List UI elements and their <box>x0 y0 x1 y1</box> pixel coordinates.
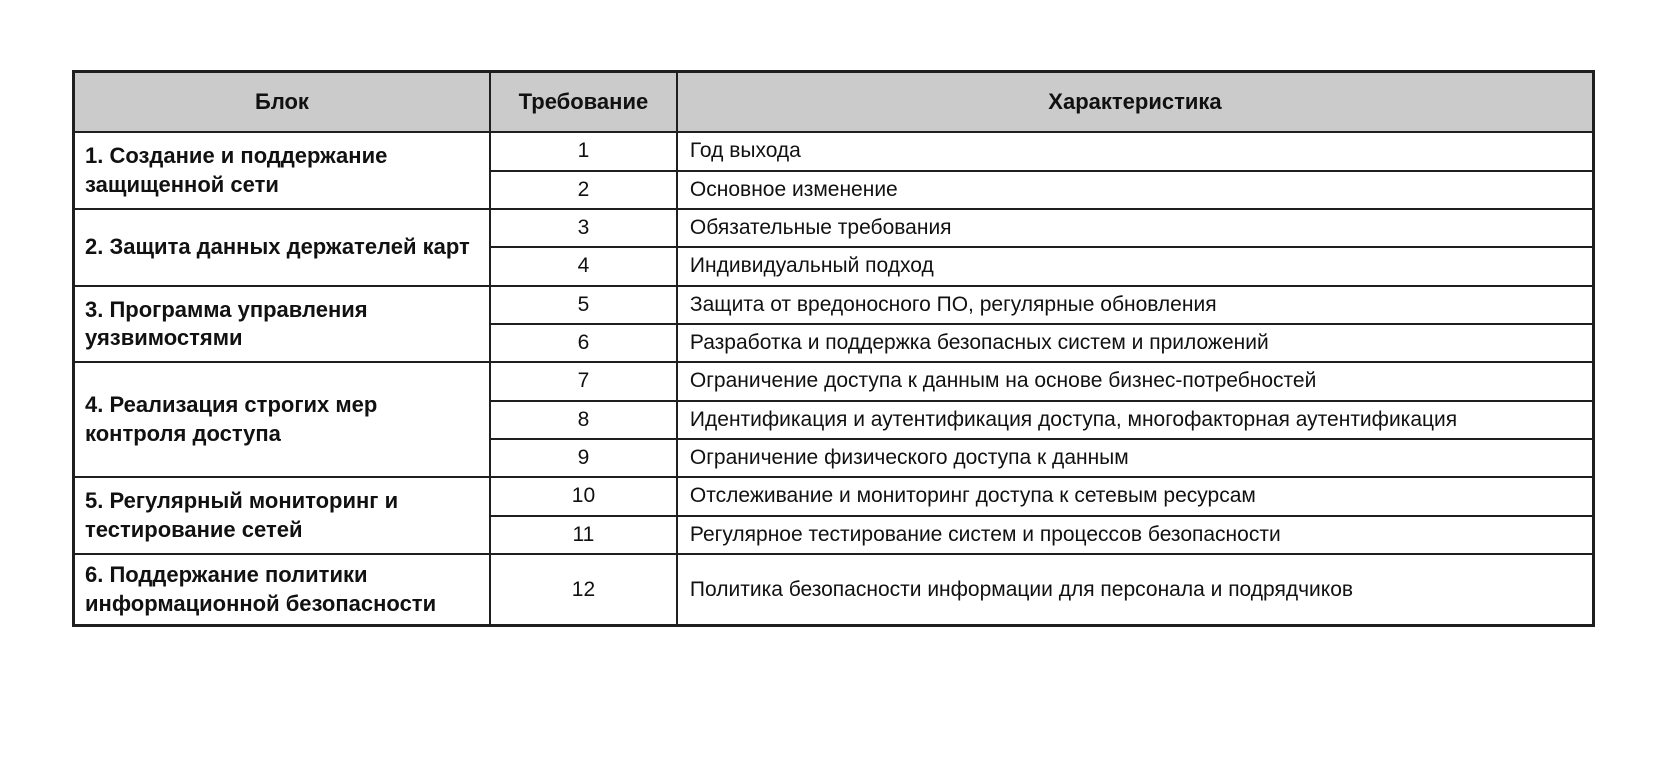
characteristic-text: Отслеживание и мониторинг доступа к сетевым ресурсам <box>689 484 1256 508</box>
requirement-number-cell: 11 <box>490 516 677 554</box>
characteristic-cell <box>677 209 1594 247</box>
requirement-number-cell: 7 <box>490 362 677 400</box>
characteristic-text: Обязательные требования <box>689 216 952 240</box>
characteristic-cell <box>677 324 1594 362</box>
characteristic-text: Регулярное тестирование систем и процессов безопасности <box>689 522 1281 546</box>
characteristic-cell <box>677 554 1594 626</box>
block-cell: 5. Регулярный мониторинг и тестирование сетей <box>74 477 490 554</box>
header-characteristic: Характеристика <box>677 72 1594 133</box>
characteristic-cell <box>677 477 1594 515</box>
requirement-number-cell: 12 <box>490 554 677 626</box>
header-row <box>74 72 1594 133</box>
requirement-number-cell: 9 <box>490 439 677 477</box>
requirement-number-cell: 6 <box>490 324 677 362</box>
requirement-number-cell: 3 <box>490 209 677 247</box>
requirement-number-cell: 4 <box>490 247 677 285</box>
pci-requirements-table <box>72 70 1595 627</box>
table-row <box>74 209 1594 247</box>
table-header <box>74 72 1594 133</box>
characteristic-text: Ограничение доступа к данным на основе бизнес-потребностей <box>689 369 1317 393</box>
block-cell: 6. Поддержание политики информационной безопасности <box>74 554 490 626</box>
block-cell: 4. Реализация строгих мер контроля доступа <box>74 362 490 477</box>
requirement-number-cell: 2 <box>490 171 677 209</box>
characteristic-text: Политика безопасности информации для персонала и подрядчиков <box>689 577 1354 601</box>
characteristic-text: Защита от вредоносного ПО, регулярные обновления <box>689 292 1217 316</box>
characteristic-cell <box>677 132 1594 170</box>
requirement-number-cell: 1 <box>490 132 677 170</box>
characteristic-text: Разработка и поддержка безопасных систем и приложений <box>689 331 1269 355</box>
characteristic-text: Год выхода <box>689 139 801 163</box>
table-row <box>74 362 1594 400</box>
characteristic-cell <box>677 247 1594 285</box>
characteristic-text: Индивидуальный подход <box>689 254 934 278</box>
header-requirement: Требование <box>490 72 677 133</box>
requirement-number-cell: 8 <box>490 401 677 439</box>
characteristic-cell <box>677 401 1594 439</box>
requirement-number-cell: 10 <box>490 477 677 515</box>
table-row <box>74 286 1594 324</box>
characteristic-cell <box>677 362 1594 400</box>
characteristic-text: Ограничение физического доступа к данным <box>689 446 1129 470</box>
characteristic-cell <box>677 439 1594 477</box>
table-row <box>74 477 1594 515</box>
characteristic-text: Идентификация и аутентификация доступа, многофакторная аутентификация <box>689 407 1458 431</box>
table-body <box>74 132 1594 625</box>
header-block: Блок <box>74 72 490 133</box>
block-cell: 1. Создание и поддержание защищенной сети <box>74 132 490 209</box>
characteristic-cell <box>677 171 1594 209</box>
table-row <box>74 132 1594 170</box>
requirement-number-cell: 5 <box>490 286 677 324</box>
characteristic-cell <box>677 516 1594 554</box>
characteristic-cell <box>677 286 1594 324</box>
block-cell: 3. Программа управления уязвимостями <box>74 286 490 363</box>
table-row <box>74 554 1594 626</box>
block-cell: 2. Защита данных держателей карт <box>74 209 490 286</box>
characteristic-text: Основное изменение <box>689 177 898 201</box>
